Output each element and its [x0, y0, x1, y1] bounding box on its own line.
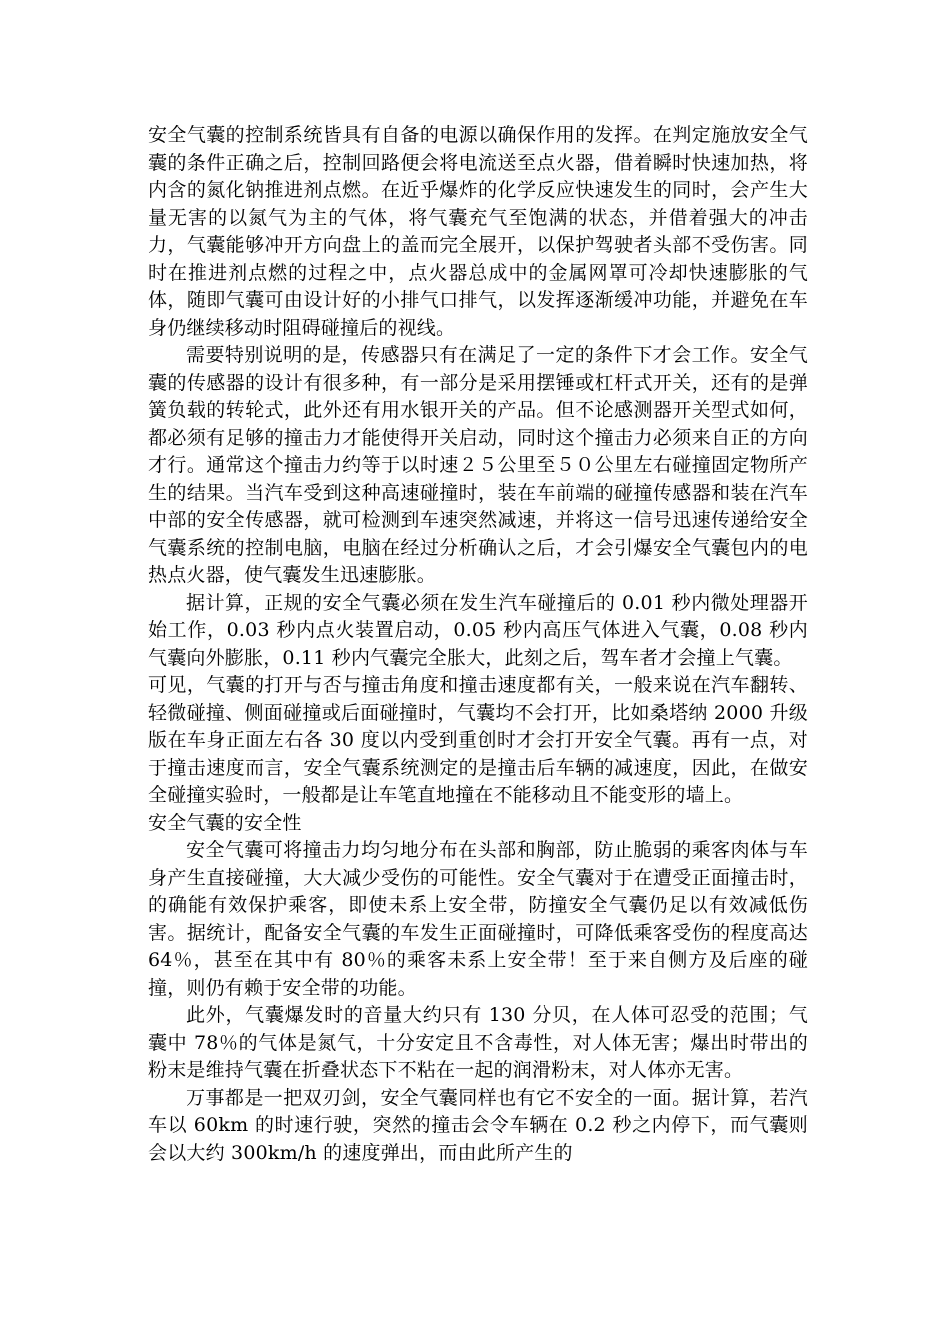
paragraph-impact-distribution: 安全气囊可将撞击力均匀地分布在头部和胸部，防止脆弱的乘客肉体与车身产生直接碰撞，大大减少受伤的可能性。安全气囊对于在遭受正面撞击时，的确能有效保护乘客，即使未系上安全带，防撞安全气囊仍足以有效减低伤害。据统计，配备安全气囊的车发生正面碰撞时，可降低乘客受伤的程度高达 64％，甚至在其中有 80％的乘客未系上安全带！至于来自侧方及后座的碰撞，则仍有赖于安全带的功能。: [148, 839, 808, 999]
paragraph-airbag-control-system: 安全气囊的控制系统皆具有自备的电源以确保作用的发挥。在判定施放安全气囊的条件正确之后，控制回路便会将电流送至点火器，借着瞬时快速加热，将内含的氮化钠推进剂点燃。在近乎爆炸的化学反应快速发生的同时，会产生大量无害的以氮气为主的气体，将气囊充气至饱满的状态，并借着强大的冲击力，气囊能够冲开方向盘上的盖而完全展开，以保护驾驶者头部不受伤害。同时在推进剂点燃的过程之中，点火器总成中的金属网罩可冷却快速膨胀的气体，随即气囊可由设计好的小排气口排气，以发挥逐渐缓冲功能，并避免在车身仍继续移动时阻碍碰撞后的视线。: [148, 124, 808, 339]
paragraph-opening-conditions: 可见，气囊的打开与否与撞击角度和撞击速度都有关，一般来说在汽车翻转、轻微碰撞、侧面碰撞或后面碰撞时，气囊均不会打开，比如桑塔纳 2000 升级版在车身正面左右各 30 度以内受到重创时才会打开安全气囊。再有一点，对于撞击速度而言，安全气囊系统测定的是撞击后车辆的减速度，因此，在做安全碰撞实验时，一般都是让车笔直地撞在不能移动且不能变形的墙上。: [148, 674, 808, 806]
document-body: [148, 122, 808, 1167]
section-heading-airbag-safety: 安全气囊的安全性: [148, 811, 302, 834]
paragraph-noise-and-gas: 此外，气囊爆发时的音量大约只有 130 分贝，在人体可忍受的范围；气囊中 78％的气体是氮气，十分安定且不含毒性，对人体无害；爆出时带出的粉末是维持气囊在折叠状态下不粘在一起的润滑粉末，对人体亦无害。: [148, 1004, 808, 1081]
paragraph-sensor-conditions: 需要特别说明的是，传感器只有在满足了一定的条件下才会工作。安全气囊的传感器的设计有很多种，有一部分是采用摆锤或杠杆式开关，还有的是弹簧负载的转轮式，此外还有用水银开关的产品。但不论感测器开关型式如何，都必须有足够的撞击力才能使得开关启动，同时这个撞击力必须来自正的方向才行。通常这个撞击力约等于以时速２５公里至５０公里左右碰撞固定物所产生的结果。当汽车受到这种高速碰撞时，装在车前端的碰撞传感器和装在汽车中部的安全传感器，就可检测到车速突然减速，并将这一信号迅速传递给安全气囊系统的控制电脑，电脑在经过分析确认之后，才会引爆安全气囊包内的电热点火器，使气囊发生迅速膨胀。: [148, 344, 808, 586]
paragraph-timing-calculation: 据计算，正规的安全气囊必须在发生汽车碰撞后的 0.01 秒内微处理器开始工作，0.03 秒内点火装置启动，0.05 秒内高压气体进入气囊，0.08 秒内气囊向外膨胀，0.11 秒内气囊完全胀大，此刻之后，驾车者才会撞上气囊。: [148, 591, 808, 669]
paragraph-double-edged-sword: 万事都是一把双刃剑，安全气囊同样也有它不安全的一面。据计算，若汽车以 60km 的时速行驶，突然的撞击会令车辆在 0.2 秒之内停下，而气囊则会以大约 300km/h 的速度弹出，而由此所产生的: [148, 1086, 808, 1164]
